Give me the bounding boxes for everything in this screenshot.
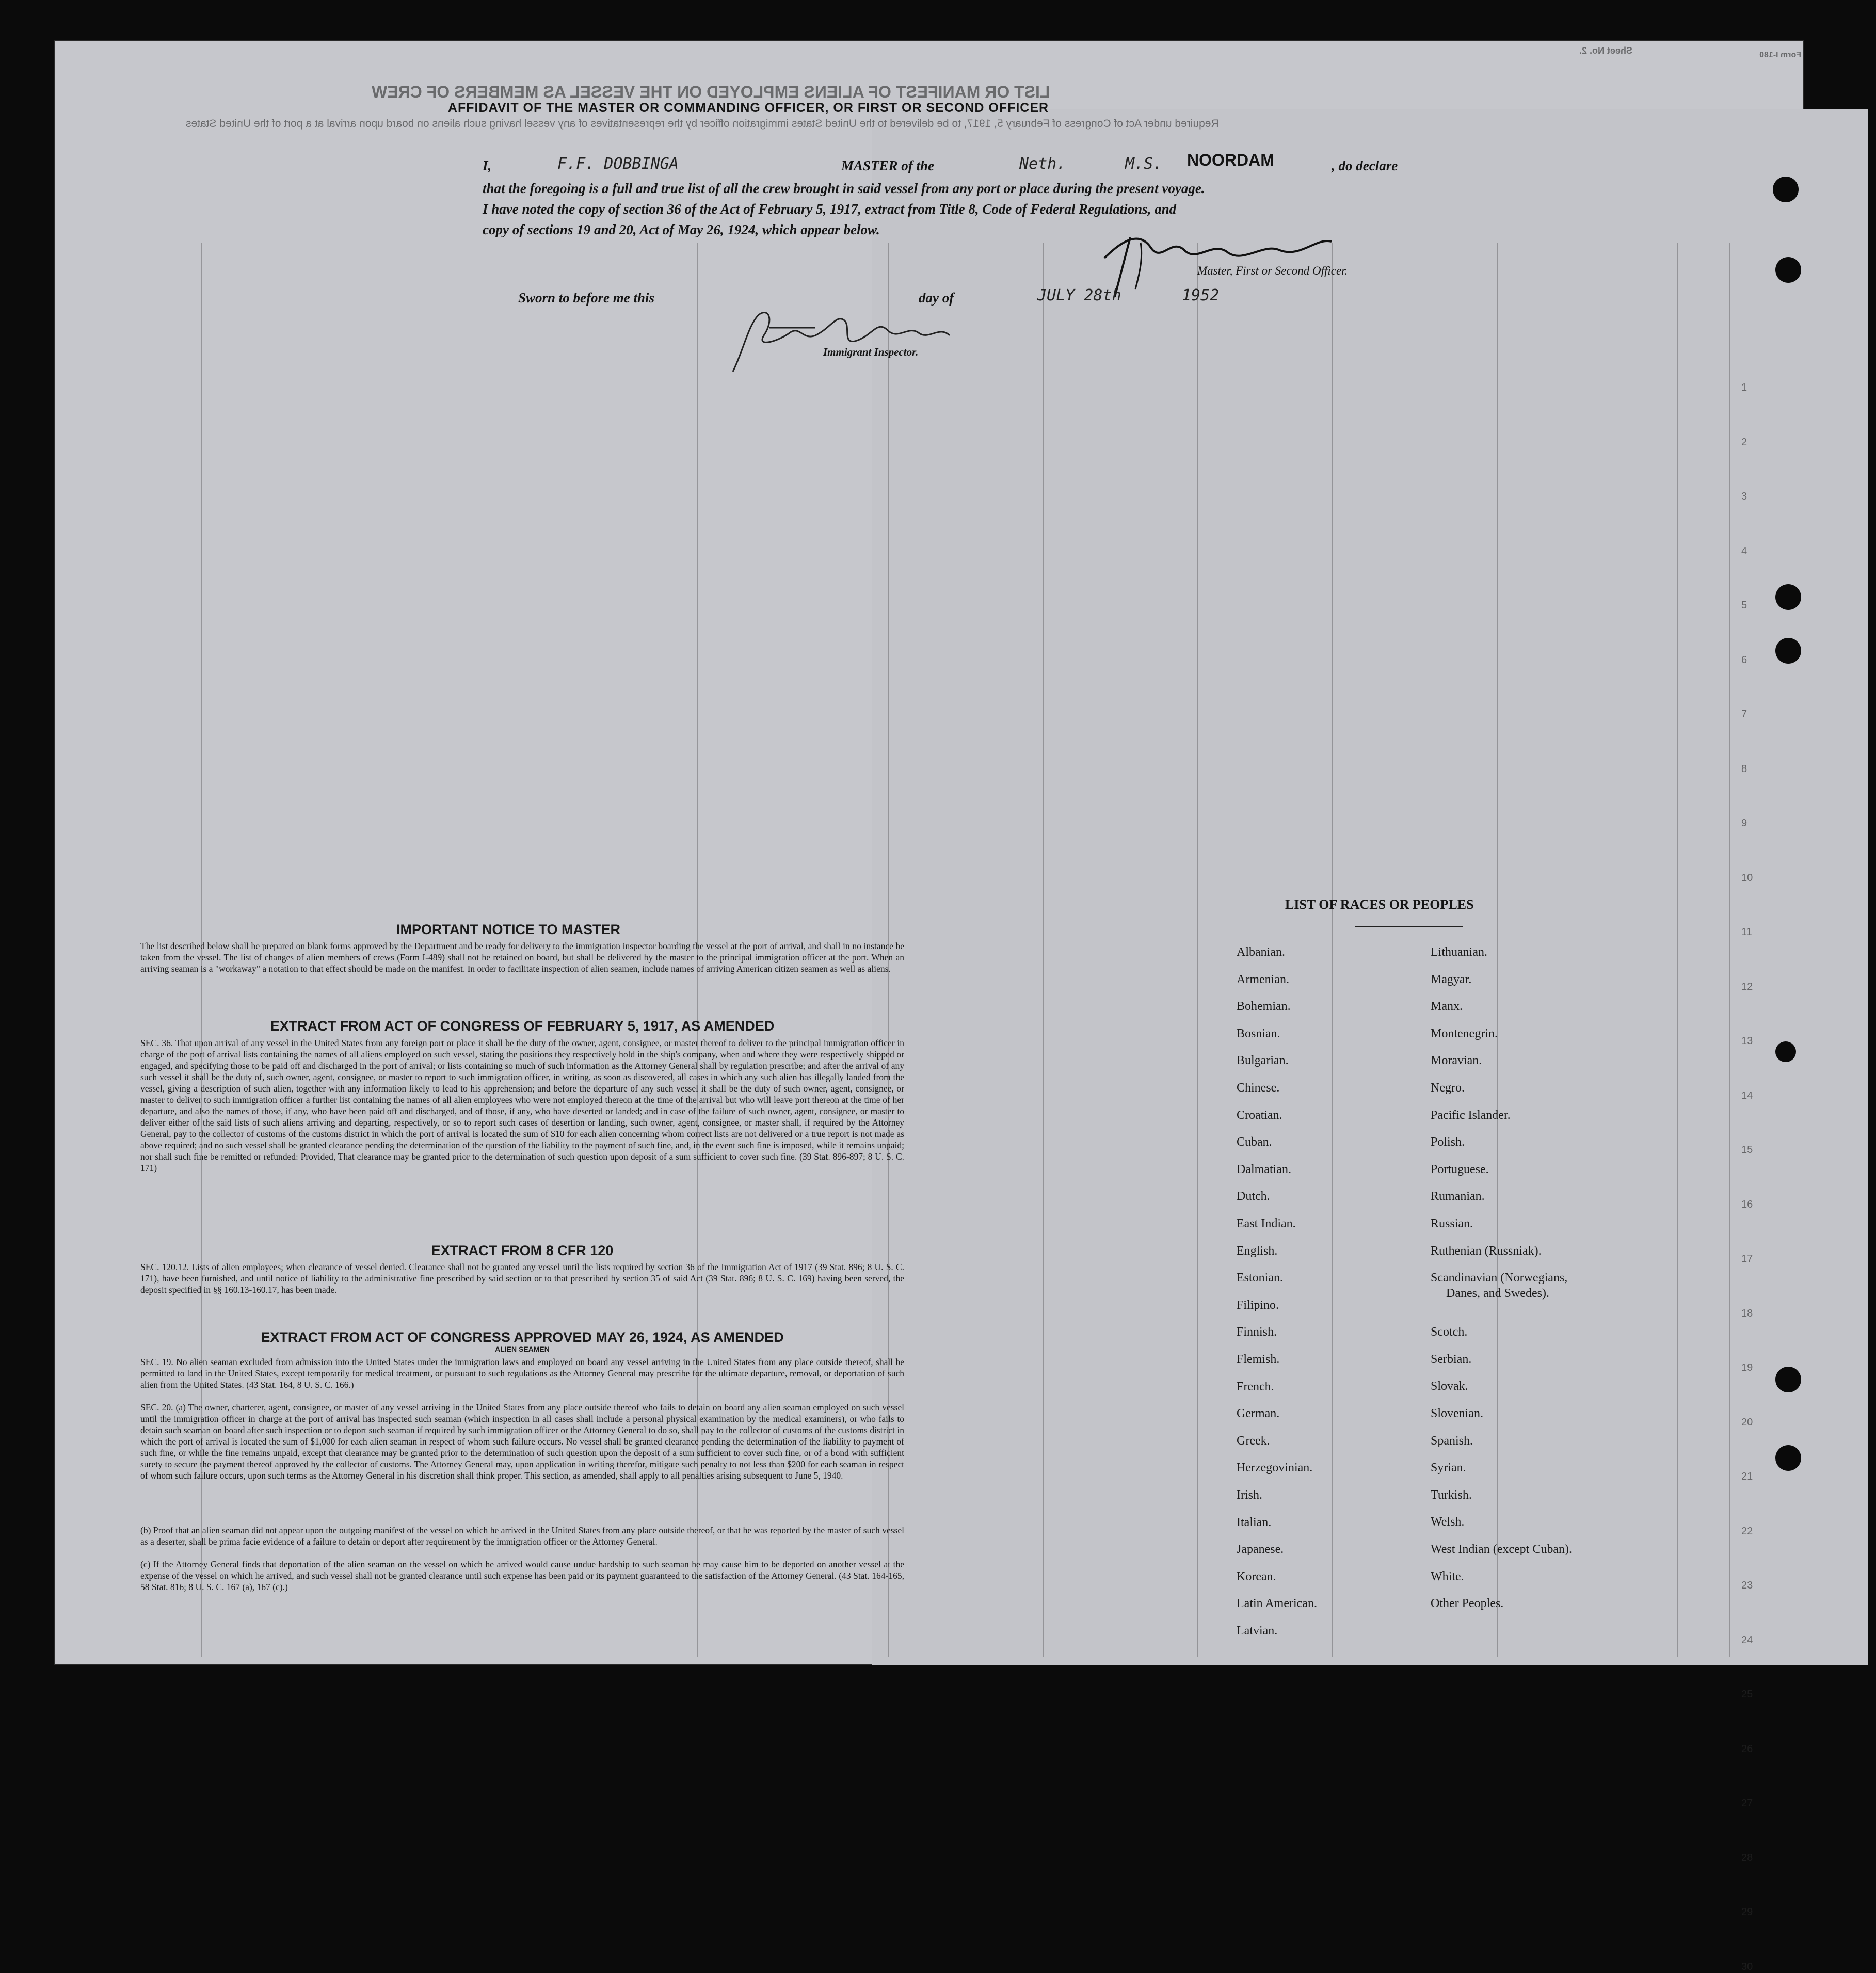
row-number: 26	[1741, 1743, 1753, 1755]
race-item: Chinese.	[1237, 1081, 1280, 1095]
races-title-rule	[1355, 926, 1463, 927]
row-number: 23	[1741, 1580, 1753, 1591]
race-item: Scotch.	[1431, 1325, 1468, 1339]
row-number: 21	[1741, 1471, 1753, 1482]
row-number: 20	[1741, 1417, 1753, 1428]
extract-1924-title: EXTRACT FROM ACT OF CONGRESS APPROVED MAY 26, 1924, AS AMENDED	[261, 1329, 784, 1345]
master-caption: Master, First or Second Officer.	[1197, 264, 1348, 277]
extract-1924-sec20c: (c) If the Attorney General finds that deportation of the alien seaman on the vessel on which he arrived would cause undue hardship to such seaman he may cause him to be deported on another vessel at the expense of the vessel on which he arrived, and such vessel shall not be granted clearance until such expense has been paid or its payment guaranteed to the satisfaction of the Attorney General. (43 Stat. 164-165, 58 Stat. 816; 8 U. S. C. 167 (a), 167 (c).)	[140, 1559, 904, 1592]
row-number: 29	[1741, 1906, 1753, 1918]
race-item: Dutch.	[1237, 1190, 1270, 1203]
race-item: Cuban.	[1237, 1135, 1272, 1149]
race-item: Rumanian.	[1431, 1190, 1485, 1203]
race-item: Flemish.	[1237, 1353, 1280, 1366]
race-item: Latvian.	[1237, 1624, 1278, 1638]
row-number: 14	[1741, 1090, 1753, 1101]
race-item: Irish.	[1237, 1488, 1262, 1502]
row-number: 17	[1741, 1253, 1753, 1264]
inspector-signature	[712, 304, 1001, 377]
binder-hole	[1775, 257, 1801, 283]
master-of-the: MASTER of the	[841, 158, 935, 173]
row-number: 30	[1741, 1961, 1753, 1972]
grid-line	[1043, 243, 1044, 1657]
affidavit-title: AFFIDAVIT OF THE MASTER OR COMMANDING OFFICER, OR FIRST OR SECOND OFFICER	[447, 101, 1049, 115]
race-item: Finnish.	[1237, 1325, 1277, 1339]
race-item: Japanese.	[1237, 1543, 1284, 1556]
row-number: 27	[1741, 1798, 1753, 1809]
race-item: Spanish.	[1431, 1434, 1473, 1448]
race-item: Lithuanian.	[1431, 945, 1487, 959]
mirrored-title: LIST OR MANIFEST OF ALIENS EMPLOYED ON THE VESSEL AS MEMBERS OF CREW	[372, 83, 1050, 101]
race-item: Latin American.	[1237, 1597, 1317, 1610]
row-number: 24	[1741, 1634, 1753, 1646]
row-number: 15	[1741, 1144, 1753, 1156]
race-item: Korean.	[1237, 1570, 1276, 1583]
row-number: 4	[1741, 546, 1747, 557]
affidavit-line-4: copy of sections 19 and 20, Act of May 26, 1924, which appear below.	[483, 222, 880, 237]
race-item: Pacific Islander.	[1431, 1109, 1511, 1122]
row-number: 12	[1741, 981, 1753, 992]
race-item: Filipino.	[1237, 1298, 1279, 1312]
overlay-sheet	[872, 109, 1868, 1665]
race-item: Bosnian.	[1237, 1027, 1280, 1040]
row-number: 16	[1741, 1199, 1753, 1210]
affidavit-i: I,	[483, 158, 492, 173]
sworn-date: JULY 28th	[1037, 286, 1121, 304]
race-item: Magyar.	[1431, 973, 1472, 986]
race-item: Italian.	[1237, 1516, 1272, 1529]
extract-8cfr-text: SEC. 120.12. Lists of alien employees; when clearance of vessel denied. Clearance shall not be granted any vessel until the lists required by section 36 of the Immigration Act of 1917 (39 Stat. 896; 8 U. S. C. 171), have been furnished, and until notice of liability to the administrative fine prescribed by said section or to that prescribed by section 35 of said Act (39 Stat. 896; 8 U. S. C. 169) having been served, the deposit specified in §§ 160.13-160.17, has been made.	[140, 1262, 904, 1295]
grid-line	[1677, 243, 1678, 1657]
row-number: 19	[1741, 1362, 1753, 1373]
race-item: Herzegovinian.	[1237, 1461, 1313, 1474]
extract-1924-sec19: SEC. 19. No alien seaman excluded from admission into the United States under the immigration laws and employed on board any vessel arriving in the United States from any place outside thereof, shall be permitted to land in the United States, except temporarily for medical treatment, or pursuant to such regulations as the Attorney General may prescribe for the ultimate departure, removal, or deportation of such alien from the United States. (43 Stat. 164, 8 U. S. C. 166.)	[140, 1357, 904, 1390]
grid-line	[1332, 243, 1333, 1657]
race-item: Syrian.	[1431, 1461, 1466, 1474]
sworn-text: Sworn to before me this	[518, 290, 655, 306]
grid-line	[1729, 243, 1730, 1657]
row-number: 7	[1741, 709, 1747, 720]
vessel-nationality: Neth.	[1019, 155, 1066, 173]
row-number: 18	[1741, 1308, 1753, 1319]
binder-hole	[1775, 638, 1801, 664]
sworn-year: 1952	[1182, 286, 1220, 304]
extract-1924-subtitle: ALIEN SEAMEN	[495, 1345, 550, 1353]
extract-1917-title: EXTRACT FROM ACT OF CONGRESS OF FEBRUARY 5, 1917, AS AMENDED	[270, 1018, 775, 1034]
row-number: 9	[1741, 817, 1747, 829]
form-number: Form I-180	[1759, 51, 1801, 59]
extract-8cfr-title: EXTRACT FROM 8 CFR 120	[431, 1243, 614, 1258]
row-number: 1	[1741, 382, 1747, 393]
row-number: 11	[1741, 926, 1752, 938]
race-item: Albanian.	[1237, 945, 1285, 959]
extract-1924-sec20a: SEC. 20. (a) The owner, charterer, agent, consignee, or master of any vessel arriving in the United States from any place outside thereof who fails to detain on board any alien seaman employed on such vessel until the immigration officer in charge at the port of arrival has inspected such seaman (which inspection in all cases shall include a personal physical examination by the medical examiners), or who fails to detain such seaman on board after such inspection or to deport such seaman if required by such immigration officer or the Attorney General to do so, shall pay to the collector of customs of the customs district in which the port of arrival is located the sum of $1,000 for each alien seaman in respect of whom such failure occurs. No vessel shall be granted clearance pending the determination of the liability to payment of such fine, or while the fine remains unpaid, except that clearance may be granted prior to the determination of such question upon the deposit of a sum sufficient to cover such fine, or of a bond with sufficient surety to secure the payment thereof approved by the collector of customs. The Attorney General may, upon application in writing therefor, mitigate such penalty to not less than $200 for each seaman in respect of whom such failure occurs, upon such terms as the Attorney General in his discretion shall think proper. This section, as amended, shall apply to all penalties arising subsequent to June 5, 1940.	[140, 1402, 904, 1481]
vessel-type: M.S.	[1125, 155, 1163, 173]
row-number: 10	[1741, 872, 1753, 884]
race-item: Danes, and Swedes).	[1446, 1287, 1549, 1300]
row-number: 28	[1741, 1852, 1753, 1864]
race-item: Moravian.	[1431, 1054, 1482, 1067]
race-item: Portuguese.	[1431, 1163, 1489, 1176]
row-number: 2	[1741, 437, 1747, 448]
binder-hole	[1775, 584, 1801, 610]
grid-line	[1197, 243, 1198, 1657]
binder-hole	[1775, 1445, 1801, 1471]
race-item: Estonian.	[1237, 1271, 1283, 1285]
race-item: White.	[1431, 1570, 1464, 1583]
races-title: LIST OF RACES OR PEOPLES	[1285, 897, 1474, 912]
race-item: Montenegrin.	[1431, 1027, 1498, 1040]
row-number: 8	[1741, 763, 1747, 775]
inspector-caption: Immigrant Inspector.	[823, 346, 919, 358]
day-of-text: day of	[919, 290, 954, 306]
race-item: Slovak.	[1431, 1380, 1468, 1393]
mirrored-subtitle: Required under Act of Congress of February 5, 1917, to be delivered to the United States immigration officer by the representatives of any vessel having such aliens on board upon arrival at a port of the United States	[186, 118, 1219, 130]
row-number: 25	[1741, 1689, 1753, 1700]
race-item: West Indian (except Cuban).	[1431, 1543, 1572, 1556]
notice-text: The list described below shall be prepared on blank forms approved by the Department and be ready for delivery to the immigration inspector boarding the vessel at the port of arrival, and shall in no instance be taken from the vessel. The list of changes of alien members of crews (Form I-489) shall not be retained on board, but shall be delivered by the master to the principal immigration officer at the port. When an arriving seaman is a "workaway" a notation to that effect should be made on the manifest. In order to facilitate inspection of alien seamen, include names of arriving American citizen seamen as well as aliens.	[140, 941, 904, 974]
race-item: Serbian.	[1431, 1353, 1472, 1366]
row-number: 3	[1741, 491, 1747, 502]
notice-title: IMPORTANT NOTICE TO MASTER	[396, 922, 620, 937]
binder-hole	[1775, 1041, 1796, 1062]
vessel-name: NOORDAM	[1187, 151, 1274, 169]
race-item: Croatian.	[1237, 1109, 1282, 1122]
race-item: English.	[1237, 1244, 1278, 1258]
race-item: German.	[1237, 1407, 1280, 1420]
affidavit-line-3: I have noted the copy of section 36 of the Act of February 5, 1917, extract from Title 8, Code of Federal Regulations, and	[483, 201, 1177, 217]
race-item: Turkish.	[1431, 1488, 1472, 1502]
race-item: Ruthenian (Russniak).	[1431, 1244, 1542, 1258]
extract-1924-sec20b: (b) Proof that an alien seaman did not appear upon the outgoing manifest of the vessel on which he arrived in the United States from any place outside thereof, or that he was reported by the master of such vessel as a deserter, shall be prima facie evidence of a failure to detain or deport after requirement by the immigration officer or the Attorney General.	[140, 1525, 904, 1547]
race-item: Slovenian.	[1431, 1407, 1483, 1420]
race-item: Greek.	[1237, 1434, 1270, 1448]
race-item: Polish.	[1431, 1135, 1465, 1149]
grid-line	[1497, 243, 1498, 1657]
race-item: Manx.	[1431, 1000, 1463, 1013]
row-number: 22	[1741, 1526, 1753, 1537]
row-number: 13	[1741, 1035, 1753, 1047]
race-item: Bulgarian.	[1237, 1054, 1289, 1067]
affidavit-line-2: that the foregoing is a full and true list of all the crew brought in said vessel from any port or place during the present voyage.	[483, 181, 1205, 196]
race-item: Dalmatian.	[1237, 1163, 1291, 1176]
race-item: French.	[1237, 1380, 1274, 1393]
sheet-number: Sheet No. 2.	[1579, 45, 1633, 56]
race-item: Scandinavian (Norwegians,	[1431, 1271, 1568, 1285]
race-item: Welsh.	[1431, 1515, 1465, 1529]
race-item: Russian.	[1431, 1217, 1473, 1230]
race-item: Negro.	[1431, 1081, 1465, 1095]
row-number: 6	[1741, 654, 1747, 666]
binder-hole	[1775, 1367, 1801, 1392]
race-item: East Indian.	[1237, 1217, 1296, 1230]
do-declare: , do declare	[1332, 158, 1398, 173]
row-number: 5	[1741, 600, 1747, 611]
master-name: F.F. DOBBINGA	[557, 155, 679, 173]
extract-1917-text: SEC. 36. That upon arrival of any vessel in the United States from any foreign port or place it shall be the duty of the owner, agent, consignee, or master thereof to deliver to the principal immigration officer in charge of the port of arrival lists containing the names of all aliens employed on such vessel, stating the positions they respectively hold in the ship's company, when and where they were respectively shipped or engaged, and specifying those to be paid off and discharged in the port of arrival; or lists containing so much of such information as the Attorney General shall by regulation prescribe; and after the arrival of any such vessel it shall be the duty of, such owner, agent, consignee, or master to report to such immigration officer, in writing, as soon as discovered, all cases in which any such alien has illegally landed from the vessel, giving a description of such alien, together with any information likely to lead to his apprehension; and before the departure of any such vessel it shall be the duty of such owner, agent, consignee, or master to deliver to such immigration officer a further list containing the names of all alien employees who were not employed thereon at the time of the arrival but who will leave port thereon at the time of her departure, and also the names of those, if any, who have been paid off and discharged, and of those, if any, who have deserted or landed; and in case of the failure of such owner, agent, consignee, or master to deliver either of the said lists of such aliens arriving and departing, respectively, or so to report such cases of desertion or landing, such owner, agent, consignee, or master shall, if required by the Attorney General, pay to the collector of customs of the customs district in which the port of arrival is located the sum of $10 for each alien concerning whom correct lists are not delivered or a true report is not made as above required; and no such vessel shall be granted clearance pending the determination of the question of the liability to the payment of such fine, and, in the event such fine is imposed, while it remains unpaid; nor shall such fine be remitted or refunded: Provided, That clearance may be granted prior to the determination of such question upon deposit of a sum sufficient to cover such fine. (39 Stat. 896-897; 8 U. S. C. 171)	[140, 1038, 904, 1173]
race-item: Bohemian.	[1237, 1000, 1291, 1013]
binder-hole	[1773, 177, 1799, 202]
race-item: Armenian.	[1237, 973, 1289, 986]
race-item: Other Peoples.	[1431, 1597, 1504, 1610]
